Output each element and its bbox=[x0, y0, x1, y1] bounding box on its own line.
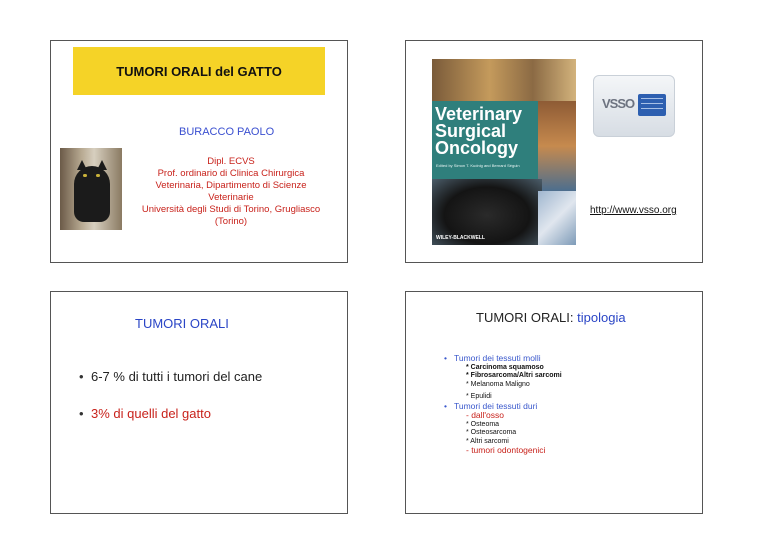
affiliation-line: Veterinaria, Dipartimento di Scienze bbox=[155, 180, 307, 191]
affiliation-line: Università degli Studi di Torino, Grugliasco bbox=[141, 204, 321, 215]
book-cover bbox=[432, 59, 576, 245]
vsso-logo-text: VSSO bbox=[602, 96, 635, 111]
slide-1 bbox=[50, 40, 348, 263]
list-item: * Melanoma Maligno bbox=[466, 380, 530, 388]
list-item: • 3% di quelli del gatto bbox=[79, 406, 211, 421]
group-heading: • Tumori dei tessuti molli bbox=[444, 353, 541, 363]
group-heading-text: Tumori dei tessuti molli bbox=[454, 353, 541, 363]
bullet-text: 3% di quelli del gatto bbox=[91, 406, 211, 421]
bullet-text: 6-7 % di tutti i tumori del cane bbox=[91, 369, 263, 384]
affiliation-line: Veterinarie bbox=[208, 192, 254, 203]
book-editors: Edited by Simon T. Kudnig and Bernard Séguin bbox=[436, 163, 520, 168]
cat-photo bbox=[60, 148, 122, 230]
group-tail: - tumori odontogenici bbox=[466, 445, 546, 455]
book-title bbox=[435, 106, 522, 157]
slide-title: TUMORI ORALI bbox=[135, 316, 229, 331]
tumor-types bbox=[444, 353, 694, 456]
bullet-list bbox=[79, 369, 262, 443]
slide-title bbox=[476, 310, 626, 325]
list-item: * Epulidi bbox=[466, 393, 492, 400]
affiliation-line: Prof. ordinario di Clinica Chirurgica bbox=[157, 168, 305, 179]
group-subheading: - dall'osso bbox=[466, 410, 505, 420]
slide-3 bbox=[50, 291, 348, 514]
slide-4 bbox=[405, 291, 703, 514]
list-item: * Osteosarcoma bbox=[466, 429, 517, 436]
list-item: * Osteoma bbox=[466, 420, 500, 428]
book-title-line: Oncology bbox=[435, 138, 519, 158]
list-item: • 6-7 % di tutti i tumori del cane bbox=[79, 369, 263, 384]
list-item: * Altri sarcomi bbox=[466, 437, 509, 445]
title-accent: tipologia bbox=[577, 310, 626, 325]
affiliation bbox=[121, 156, 341, 228]
vsso-link[interactable]: http://www.vsso.org bbox=[590, 205, 677, 216]
slide-title: TUMORI ORALI del GATTO bbox=[73, 47, 325, 95]
vsso-logo bbox=[593, 75, 675, 137]
group-heading-text: Tumori dei tessuti duri bbox=[454, 400, 538, 411]
group-heading: • Tumori dei tessuti duri bbox=[444, 400, 538, 411]
list-item: * Carcinoma squamoso bbox=[466, 363, 544, 371]
affiliation-line: (Torino) bbox=[214, 216, 248, 227]
book-publisher: WILEY-BLACKWELL bbox=[436, 235, 485, 241]
author-name: BURACCO PAOLO bbox=[179, 126, 275, 138]
title-main: TUMORI ORALI: bbox=[476, 310, 574, 325]
book-title-line: Veterinary bbox=[435, 104, 523, 124]
book-title-line: Surgical bbox=[435, 121, 507, 141]
slide-2 bbox=[405, 40, 703, 263]
list-item: * Fibrosarcoma/Altri sarcomi bbox=[466, 372, 562, 379]
affiliation-line: Dipl. ECVS bbox=[207, 156, 255, 167]
